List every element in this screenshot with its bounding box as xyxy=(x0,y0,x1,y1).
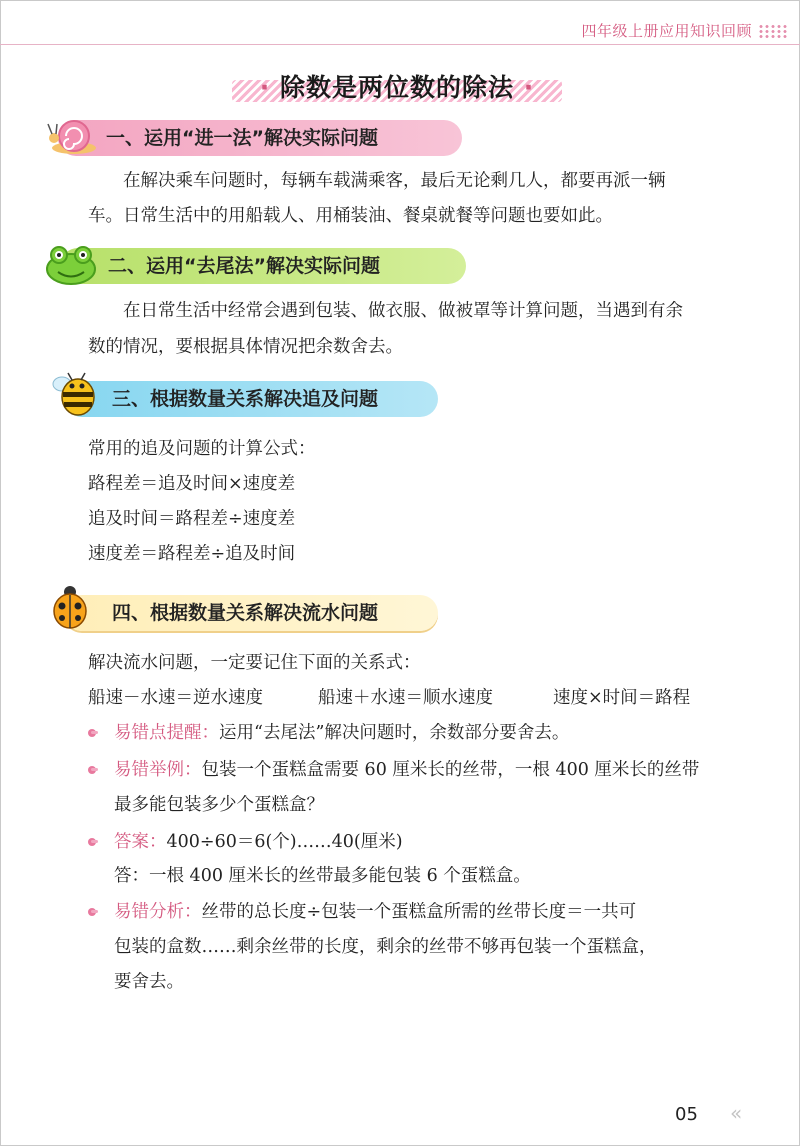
snail-icon xyxy=(44,114,96,158)
example-line2: 最多能包装多少个蛋糕盒？ xyxy=(114,795,324,815)
title-dot-right: · xyxy=(523,73,535,102)
header-rule xyxy=(0,44,800,45)
formula-2: 追及时间＝路程差÷速度差 xyxy=(88,509,296,529)
header-dots xyxy=(758,24,788,40)
bullet-icon xyxy=(88,908,96,916)
section-heading-3: 三、根据数量关系解决追及问题 xyxy=(64,381,438,417)
section-heading-4: 四、根据数量关系解决流水问题 xyxy=(64,595,438,631)
page-title xyxy=(232,68,562,104)
answer-calc: 400÷60＝6(个)……40(厘米) xyxy=(166,832,403,852)
bullet-icon xyxy=(88,838,96,846)
flow-formula-1: 船速－水速＝逆水速度 xyxy=(88,688,263,708)
section3-intro: 常用的追及问题的计算公式： xyxy=(88,439,316,459)
section1-line1: 在解决乘车问题时，每辆车载满乘客，最后无论剩几人，都要再派一辆 xyxy=(123,171,666,191)
answer-sentence: 答：一根 400 厘米长的丝带最多能包装 6 个蛋糕盒。 xyxy=(114,866,531,886)
answer-label: 答案： xyxy=(114,832,167,852)
bullet-icon xyxy=(88,766,96,774)
reminder-line xyxy=(114,716,754,751)
section1-line2: 车。日常生活中的用船载人、用桶装油、餐桌就餐等问题也要如此。 xyxy=(88,206,613,226)
analysis-line2: 包装的盒数……剩余丝带的长度，剩余的丝带不够再包装一个蛋糕盒， xyxy=(114,937,657,957)
bee-icon xyxy=(48,372,98,422)
page-title-block xyxy=(232,64,562,108)
ladybug-icon xyxy=(50,584,90,630)
reminder-text: 运用“去尾法”解决问题时，余数部分要舍去。 xyxy=(219,723,570,743)
page-title-text: 除数是两位数的除法 xyxy=(279,73,514,102)
analysis-line3: 要舍去。 xyxy=(114,972,184,992)
analysis-line1 xyxy=(114,895,764,930)
section4-intro: 解决流水问题，一定要记住下面的关系式： xyxy=(88,653,421,673)
formula-3: 速度差＝路程差÷追及时间 xyxy=(88,544,296,564)
reminder-label: 易错点提醒： xyxy=(114,723,219,743)
section-heading-2: 二、运用“去尾法”解决实际问题 xyxy=(60,248,466,284)
flow-formula-2: 船速＋水速＝顺水速度 xyxy=(318,688,493,708)
section1-paragraph xyxy=(88,164,748,199)
header-label: 四年级上册应用知识回顾 xyxy=(581,22,752,40)
section-heading-1: 一、运用“进一法”解决实际问题 xyxy=(58,120,462,156)
section2-line1: 在日常生活中经常会遇到包装、做衣服、做被罩等计算问题，当遇到有余 xyxy=(123,301,683,321)
analysis-text: 丝带的总长度÷包装一个蛋糕盒所需的丝带长度＝一共可 xyxy=(201,902,637,922)
title-dot-left: · xyxy=(259,73,271,102)
page-number: 05 xyxy=(675,1104,698,1125)
bullet-icon xyxy=(88,729,96,737)
page-arrows-icon: « xyxy=(730,1101,743,1125)
section2-line2: 数的情况，要根据具体情况把余数舍去。 xyxy=(88,337,403,357)
formula-1: 路程差＝追及时间×速度差 xyxy=(88,474,296,494)
example-text: 包装一个蛋糕盒需要 60 厘米长的丝带，一根 400 厘米长的丝带 xyxy=(201,760,700,780)
example-label: 易错举例： xyxy=(114,760,202,780)
answer-line xyxy=(114,825,754,860)
frog-icon xyxy=(44,243,98,287)
flow-formula-3: 速度×时间＝路程 xyxy=(553,688,691,708)
example-line1 xyxy=(114,753,764,788)
analysis-label: 易错分析： xyxy=(114,902,202,922)
